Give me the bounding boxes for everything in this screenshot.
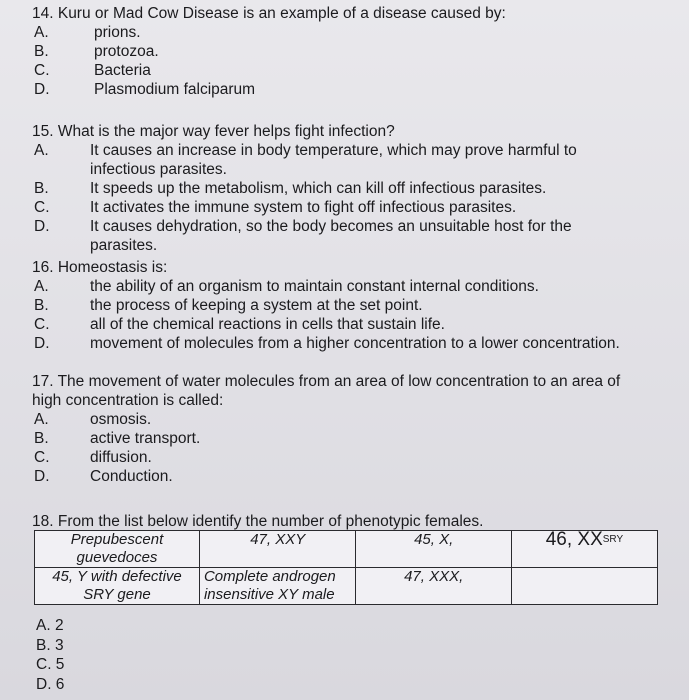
option-a [32, 141, 632, 179]
option-b [32, 179, 632, 198]
option-text: Conduction. [90, 468, 173, 485]
cell-text: 47, XXX, [404, 568, 464, 585]
option-text: movement of molecules from a higher concentration to a lower concentration. [90, 335, 620, 352]
option-b [32, 296, 632, 315]
table-cell: 45, Y with defective SRY gene [35, 568, 200, 605]
option-text: It activates the immune system to fight off infectious parasites. [90, 199, 517, 216]
option-a [32, 23, 632, 42]
table-row [35, 531, 658, 568]
option-letter: D. [34, 468, 50, 485]
option-letter: C. [34, 199, 50, 216]
option-text: all of the chemical reactions in cells that sustain life. [90, 316, 445, 333]
option-text: protozoa. [94, 43, 159, 60]
cell-text: 46, XX [545, 529, 603, 550]
option-letter: B. [34, 297, 49, 314]
question-15 [32, 122, 632, 255]
option-a [32, 410, 652, 429]
option-letter: D. [34, 335, 50, 352]
option-letter: D. [34, 81, 50, 98]
option-letter: D. [34, 218, 50, 235]
option-c [32, 198, 632, 217]
question-stem: 18. From the list below identify the number of phenotypic females. [32, 513, 484, 530]
option-c [32, 61, 632, 80]
question-16 [32, 258, 632, 353]
option-letter: A. [34, 278, 49, 295]
answer-choice: C. 5 [36, 656, 65, 673]
option-a [32, 277, 632, 296]
superscript: SRY [602, 534, 624, 545]
question-14 [32, 4, 632, 99]
answer-choice: A. 2 [36, 617, 64, 634]
question-17 [32, 372, 652, 486]
answer-choice: B. 3 [36, 636, 64, 654]
option-letter: A. [34, 24, 49, 41]
table-cell [356, 531, 511, 568]
table-cell [511, 531, 657, 568]
table-cell [199, 531, 356, 568]
option-d [32, 217, 632, 255]
cell-text: 47, XXY [250, 531, 306, 548]
option-text: the process of keeping a system at the set point. [90, 297, 423, 314]
table-cell [356, 568, 511, 605]
question-stem: 14. Kuru or Mad Cow Disease is an example of a disease caused by: [32, 5, 506, 22]
option-text: It causes dehydration, so the body becomes an unsuitable host for the parasites. [90, 218, 572, 254]
option-letter: C. [34, 449, 50, 466]
question-stem: 17. The movement of water molecules from an area of low concentration to an area of high concentration is called: [32, 373, 621, 409]
table-cell: Complete androgen insensitive XY male [199, 568, 356, 605]
option-letter: B. [34, 430, 49, 447]
option-d [32, 467, 652, 486]
question-stem: 15. What is the major way fever helps fight infection? [32, 123, 395, 140]
option-letter: C. [34, 62, 50, 79]
option-d [32, 334, 632, 353]
answer-choice: D. 6 [36, 675, 65, 693]
option-text: active transport. [90, 430, 201, 447]
option-text: It speeds up the metabolism, which can kill off infectious parasites. [90, 180, 547, 197]
option-letter: B. [34, 180, 49, 197]
option-text: osmosis. [90, 411, 152, 428]
option-letter: C. [34, 316, 50, 333]
option-letter: B. [34, 43, 49, 60]
table-cell: Prepubescent guevedoces [35, 531, 200, 568]
option-d [32, 80, 632, 99]
option-letter: A. [34, 142, 49, 159]
option-text: the ability of an organism to maintain constant internal conditions. [90, 278, 539, 295]
option-text: prions. [94, 24, 141, 41]
option-text: It causes an increase in body temperature, which may prove harmful to infectious parasites. [90, 142, 577, 178]
option-c [32, 448, 652, 467]
option-b [32, 42, 632, 61]
option-c [32, 315, 632, 334]
table-cell [511, 568, 657, 605]
option-letter: A. [34, 411, 49, 428]
question-stem: 16. Homeostasis is: [32, 259, 168, 276]
option-text: Plasmodium falciparum [94, 81, 256, 98]
option-b [32, 429, 652, 448]
phenotype-table [34, 530, 658, 605]
answer-choices [36, 616, 64, 694]
cell-text: 45, X, [414, 531, 454, 548]
option-text: diffusion. [90, 449, 152, 466]
table-row [35, 568, 658, 605]
option-text: Bacteria [94, 62, 151, 79]
